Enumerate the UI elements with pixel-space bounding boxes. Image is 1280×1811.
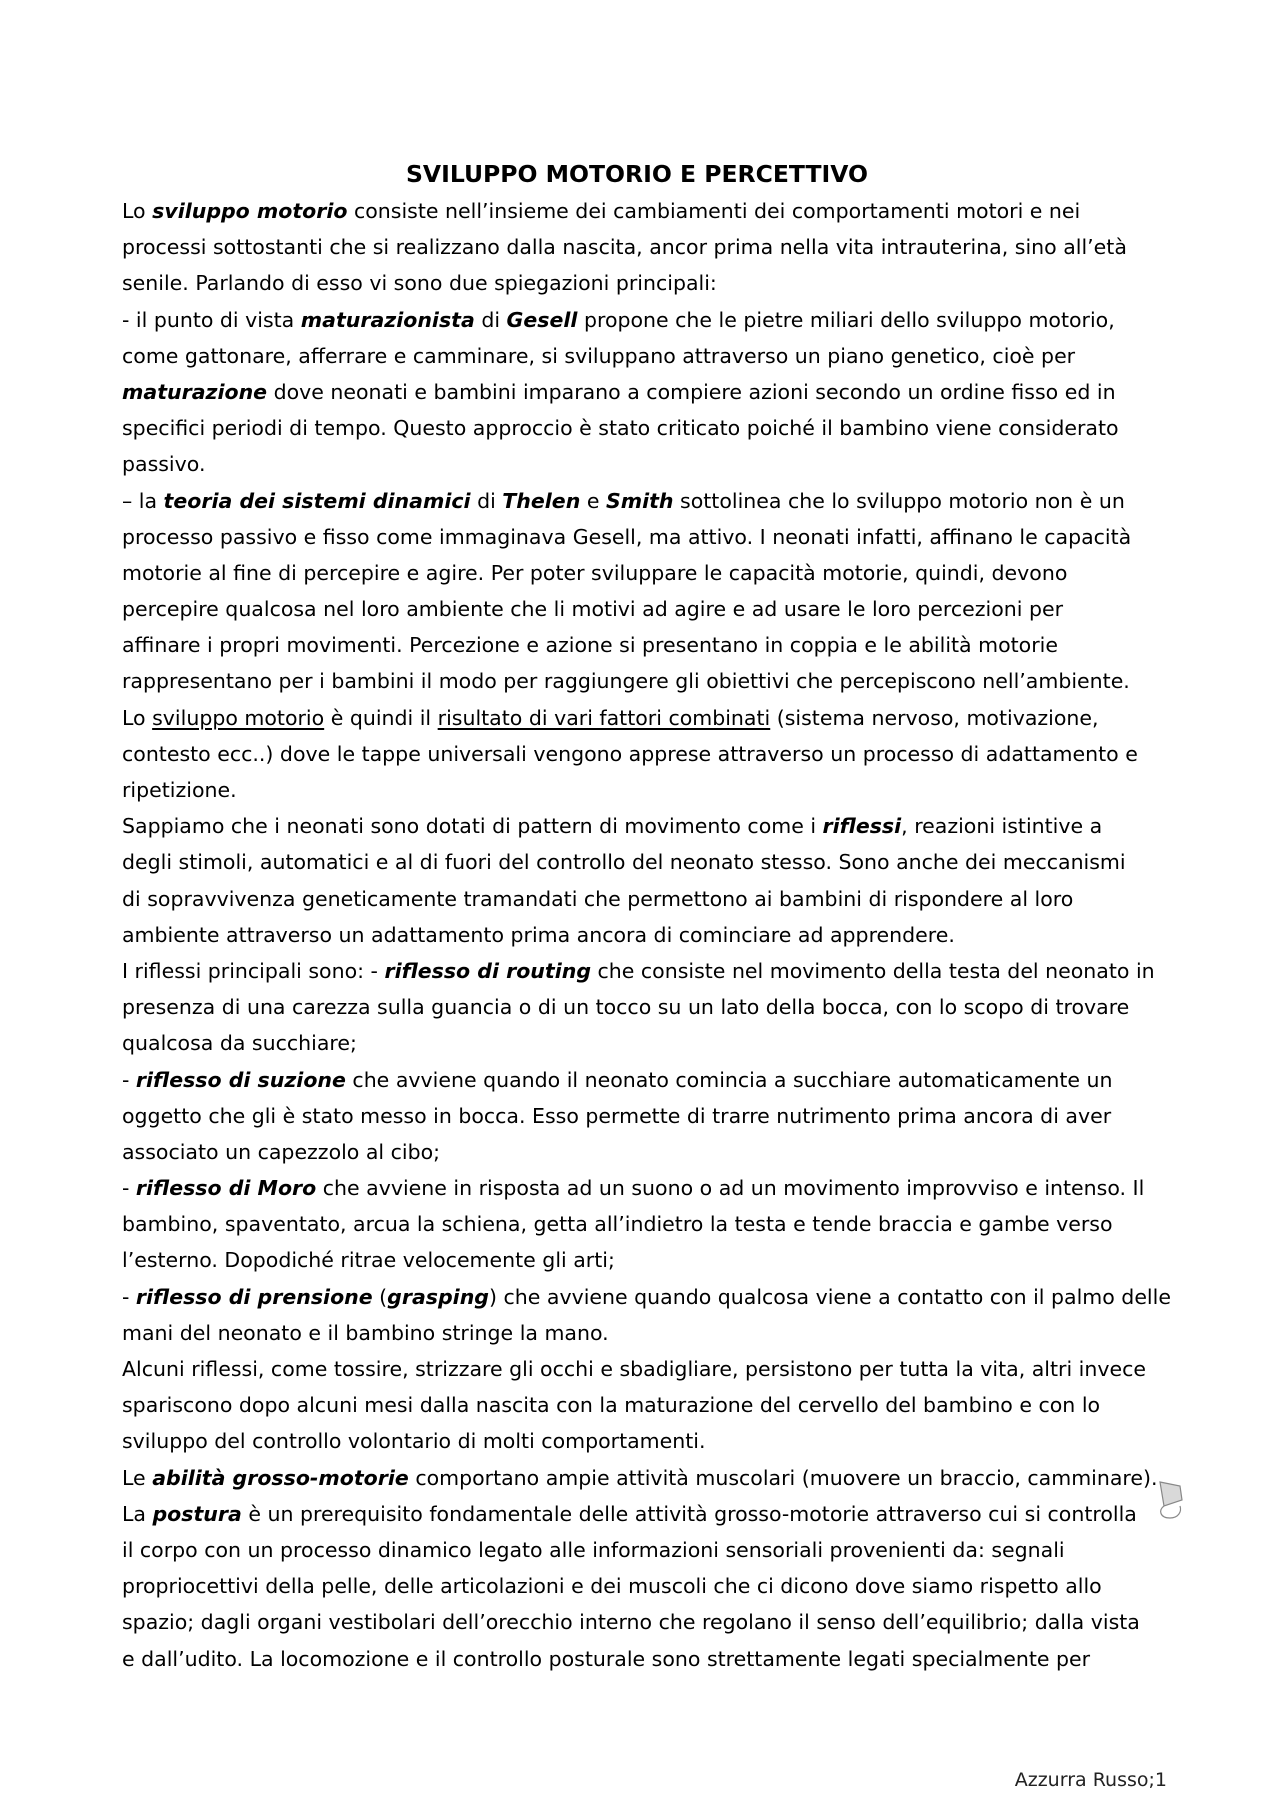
- text-segment: che avviene quando il neonato comincia a succhiare automaticamente un: [345, 1067, 1113, 1092]
- text-segment: (sistema nervoso, motivazione,: [770, 705, 1099, 730]
- text-segment: - il punto di vista: [122, 307, 301, 332]
- emphasis-term: maturazione: [122, 379, 268, 404]
- text-line: [122, 446, 1202, 482]
- text-segment: e: [580, 488, 606, 513]
- text-line: [122, 483, 1202, 519]
- text-segment: processo passivo e fisso come immaginava Gesell, ma attivo. I neonati infatti, affinano le capacità: [122, 524, 1132, 549]
- emphasis-term: abilità grosso-motorie: [152, 1465, 409, 1490]
- emphasis-term: riflesso di suzione: [135, 1067, 346, 1092]
- text-line: [122, 591, 1202, 627]
- text-segment: Lo: [122, 199, 153, 223]
- text-segment: -: [122, 1067, 136, 1092]
- text-line: [122, 1460, 1202, 1496]
- text-segment: dove neonati e bambini imparano a compiere azioni secondo un ordine fisso ed in: [267, 379, 1116, 404]
- text-line: [122, 700, 1202, 736]
- text-segment: bambino, spaventato, arcua la schiena, getta all’indietro la testa e tende braccia e gambe verso: [122, 1212, 1113, 1237]
- text-segment: oggetto che gli è stato messo in bocca. Esso permette di trarre nutrimento prima ancora di aver: [122, 1103, 1112, 1128]
- text-line: [122, 374, 1202, 410]
- text-segment: Alcuni riflessi, come tossire, strizzare gli occhi e sbadigliare, persistono per tutta la vita, altri invece: [122, 1357, 1146, 1381]
- text-segment: comportano ampie attività muscolari (muovere un braccio, camminare).: [408, 1465, 1158, 1490]
- text-segment: che avviene in risposta ad un suono o ad un movimento improvviso e intenso. Il: [316, 1176, 1145, 1201]
- margin-annotation-icon: [1156, 1476, 1188, 1522]
- text-segment: associato un capezzolo al cibo;: [122, 1139, 441, 1164]
- text-line: [122, 917, 1202, 953]
- text-line: [122, 338, 1202, 374]
- text-line: [122, 229, 1202, 265]
- text-line: [122, 1206, 1202, 1242]
- text-segment: percepire qualcosa nel loro ambiente che li motivi ad agire e ad usare le loro percezioni per: [122, 597, 1063, 622]
- text-line: [122, 1496, 1202, 1532]
- text-segment: propone che le pietre miliari dello sviluppo motorio,: [577, 307, 1115, 332]
- text-line: [122, 555, 1202, 591]
- emphasis-term: riflesso di routing: [384, 958, 591, 983]
- text-segment: di: [474, 307, 507, 332]
- text-segment: Lo: [122, 705, 153, 730]
- text-segment: spariscono dopo alcuni mesi dalla nascita con la maturazione del cervello del bambino e con lo: [122, 1393, 1101, 1418]
- text-segment: ) che avviene quando qualcosa viene a contatto con il palmo delle: [488, 1284, 1171, 1309]
- text-line: [122, 1098, 1202, 1134]
- text-line: [122, 1387, 1202, 1423]
- text-segment: contesto ecc..) dove le tappe universali vengono apprese attraverso un processo di adattamento e: [122, 741, 1138, 766]
- text-line: [122, 772, 1202, 808]
- text-segment: -: [122, 1284, 136, 1309]
- text-line: [122, 736, 1202, 772]
- emphasis-term: teoria dei sistemi dinamici: [163, 488, 471, 513]
- text-segment: presenza di una carezza sulla guancia o di un tocco su un lato della bocca, con lo scopo di trovare: [122, 995, 1130, 1020]
- text-segment: ambiente attraverso un adattamento prima ancora di cominciare ad apprendere.: [122, 922, 955, 947]
- text-line: [122, 1170, 1202, 1206]
- underlined-text: sviluppo motorio: [152, 705, 325, 730]
- text-line: [122, 1242, 1202, 1278]
- text-segment: sottolinea che lo sviluppo motorio non è un: [673, 488, 1125, 513]
- document-body: [122, 193, 1202, 1677]
- text-line: [122, 808, 1202, 844]
- text-segment: La: [122, 1501, 153, 1526]
- text-line: [122, 1423, 1202, 1459]
- text-segment: , reazioni istintive a: [901, 814, 1103, 839]
- text-line: [122, 1025, 1202, 1061]
- text-segment: spazio; dagli organi vestibolari dell’orecchio interno che regolano il senso dell’equilibrio; dalla vista: [122, 1610, 1140, 1635]
- text-line: [122, 519, 1202, 555]
- text-segment: ripetizione.: [122, 778, 237, 802]
- page-footer: Azzurra Russo;1: [1014, 1769, 1167, 1791]
- emphasis-term: riflesso di Moro: [135, 1176, 317, 1201]
- text-segment: consiste nell’insieme dei cambiamenti dei comportamenti motori e nei: [347, 199, 1081, 223]
- text-line: [122, 265, 1202, 301]
- text-segment: degli stimoli, automatici e al di fuori del controllo del neonato stesso. Sono anche dei meccanismi: [122, 850, 1126, 875]
- text-line: [122, 1604, 1202, 1640]
- text-segment: qualcosa da succhiare;: [122, 1031, 357, 1056]
- emphasis-term: sviluppo motorio: [152, 199, 348, 223]
- emphasis-term: grasping: [387, 1284, 489, 1309]
- text-segment: -: [122, 1176, 136, 1201]
- text-segment: di sopravvivenza geneticamente tramandati che permettono ai bambini di rispondere al loro: [122, 886, 1074, 911]
- text-line: [122, 1532, 1202, 1568]
- emphasis-term: postura: [152, 1501, 242, 1526]
- text-line: [122, 1315, 1202, 1351]
- text-line: [122, 881, 1202, 917]
- text-segment: è un prerequisito fondamentale delle attività grosso-motorie attraverso cui si controlla: [241, 1501, 1137, 1526]
- text-segment: è quindi il: [324, 705, 438, 730]
- text-segment: I riflessi principali sono: -: [122, 958, 385, 983]
- text-segment: come gattonare, afferrare e camminare, si sviluppano attraverso un piano genetico, cioè per: [122, 343, 1076, 368]
- text-line: [122, 1062, 1202, 1098]
- text-segment: Le: [122, 1465, 153, 1490]
- text-segment: di: [470, 488, 503, 513]
- emphasis-term: Smith: [605, 488, 674, 513]
- emphasis-term: maturazionista: [300, 307, 475, 332]
- emphasis-term: riflessi: [822, 814, 902, 839]
- text-line: [122, 989, 1202, 1025]
- text-segment: propriocettivi della pelle, delle articolazioni e dei muscoli che ci dicono dove siamo rispetto allo: [122, 1574, 1102, 1599]
- text-line: [122, 953, 1202, 989]
- text-line: [122, 1134, 1202, 1170]
- text-line: [122, 302, 1202, 338]
- underlined-text: risultato di vari fattori combinati: [437, 705, 771, 730]
- text-segment: processi sottostanti che si realizzano dalla nascita, ancor prima nella vita intrauterina, sino all’età: [122, 235, 1127, 260]
- text-segment: l’esterno. Dopodiché ritrae velocemente gli arti;: [122, 1248, 615, 1273]
- text-segment: passivo.: [122, 452, 206, 477]
- text-segment: (: [372, 1284, 388, 1309]
- text-line: [122, 663, 1202, 699]
- text-line: [122, 1641, 1202, 1677]
- text-segment: e dall’udito. La locomozione e il controllo posturale sono strettamente legati specialmente per: [122, 1646, 1091, 1671]
- text-segment: Sappiamo che i neonati sono dotati di pattern di movimento come i: [122, 814, 823, 839]
- text-segment: affinare i propri movimenti. Percezione e azione si presentano in coppia e le abilità motorie: [122, 633, 1058, 658]
- text-segment: che consiste nel movimento della testa del neonato in: [591, 958, 1155, 983]
- text-segment: mani del neonato e il bambino stringe la mano.: [122, 1320, 609, 1345]
- text-segment: il corpo con un processo dinamico legato alle informazioni sensoriali provenienti da: segnali: [122, 1537, 1065, 1562]
- text-segment: – la: [122, 488, 164, 513]
- text-line: [122, 1568, 1202, 1604]
- page-title: SVILUPPO MOTORIO E PERCETTIVO: [405, 160, 869, 188]
- text-line: [122, 410, 1202, 446]
- text-segment: senile. Parlando di esso vi sono due spiegazioni principali:: [122, 271, 717, 296]
- emphasis-term: Gesell: [506, 307, 578, 332]
- text-line: [122, 1279, 1202, 1315]
- text-line: [122, 193, 1202, 229]
- text-line: [122, 1351, 1202, 1387]
- text-line: [122, 627, 1202, 663]
- text-segment: rappresentano per i bambini il modo per raggiungere gli obiettivi che percepiscono nell’ambiente.: [122, 669, 1130, 694]
- text-segment: specifici periodi di tempo. Questo approccio è stato criticato poiché il bambino viene considerato: [122, 416, 1119, 441]
- text-segment: motorie al fine di percepire e agire. Per poter sviluppare le capacità motorie, quindi, devono: [122, 560, 1068, 585]
- text-segment: sviluppo del controllo volontario di molti comportamenti.: [122, 1429, 706, 1454]
- emphasis-term: Thelen: [502, 488, 581, 513]
- text-line: [122, 844, 1202, 880]
- emphasis-term: riflesso di prensione: [135, 1284, 373, 1309]
